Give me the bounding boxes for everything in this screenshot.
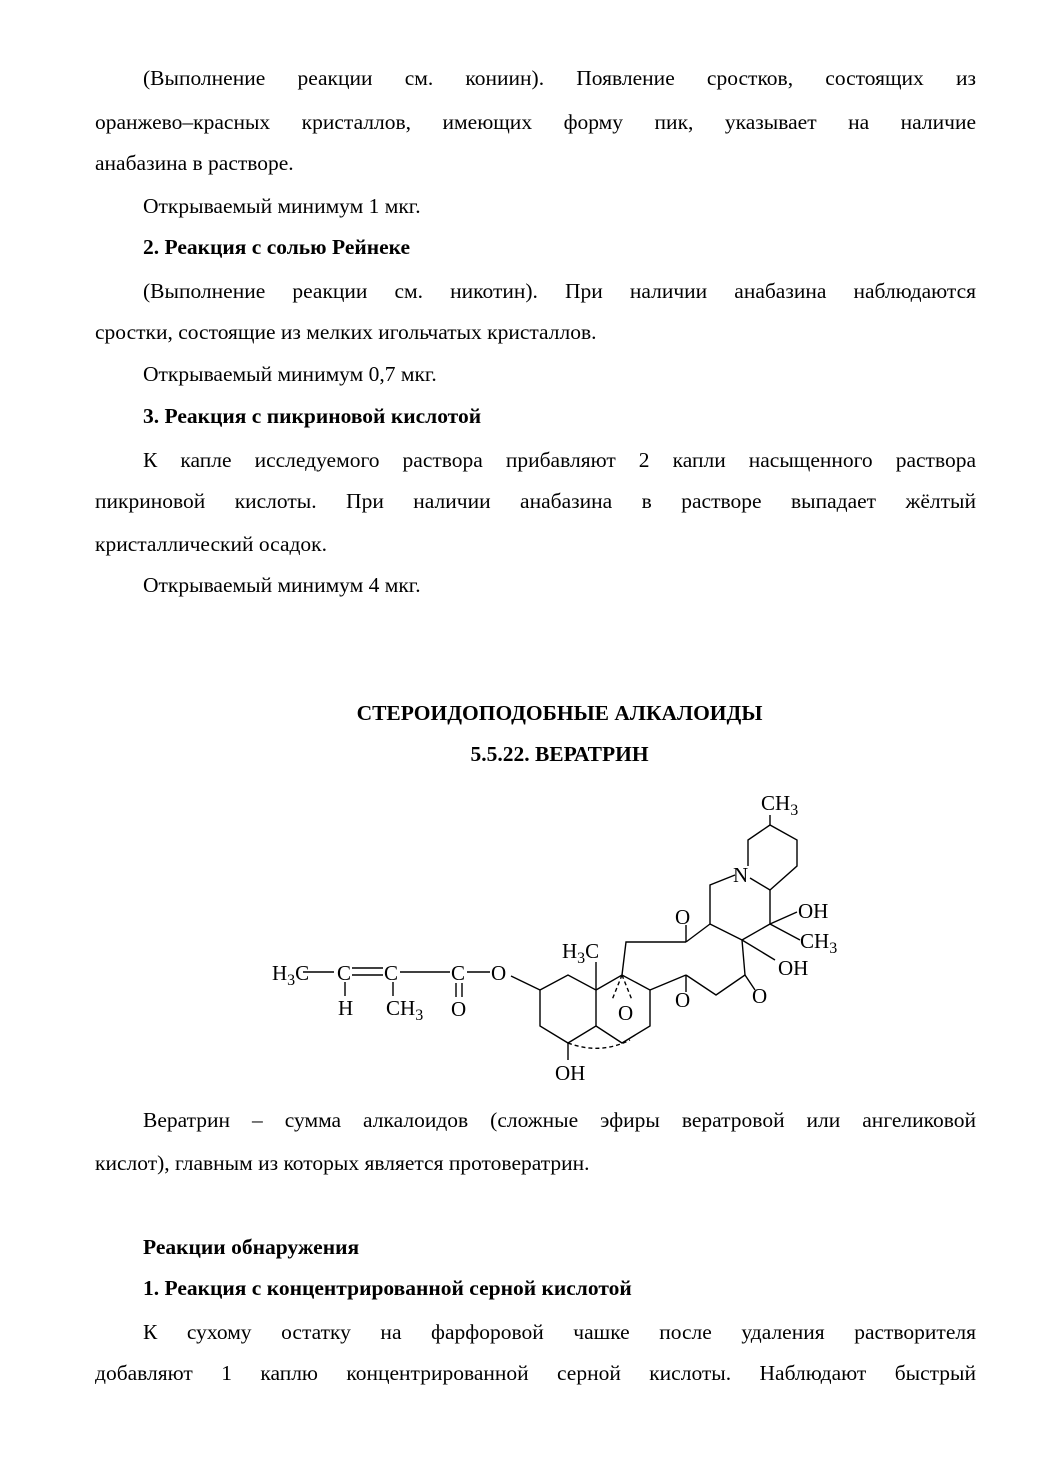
paragraph-line: кислот), главным из которых является протовератрин. [95,1151,590,1175]
h-atom: H [338,996,354,1020]
detection-minimum: Открываемый минимум 0,7 мкг. [143,362,437,386]
c-atom: C [337,961,352,985]
paragraph-line: анабазина в растворе. [95,151,294,175]
h3c-label: $H_3C$ [562,939,600,967]
section-heading: 2. Реакция с солью Рейнеке [143,235,411,259]
o-atom: O [451,997,467,1021]
paragraph-line: (Выполнение реакции см. никотин). При наличии анабазина наблюдаются [143,279,976,303]
section-heading: Реакции обнаружения [143,1235,360,1259]
o-atom: O [675,905,691,929]
section-heading: 3. Реакция с пикриновой кислотой [143,404,482,428]
paragraph-line: оранжево–красных кристаллов, имеющих форму пик, указывает на наличие [95,110,976,134]
o-atom: O [618,1001,634,1025]
o-atom: O [491,961,507,985]
section-subtitle: 5.5.22. ВЕРАТРИН [470,742,649,766]
paragraph-line: кристаллический осадок. [95,532,328,556]
c-atom: C [451,961,466,985]
ch3-label: $CH_3$ [386,996,424,1024]
paragraph-line: сростки, состоящие из мелких игольчатых кристаллов. [95,320,597,344]
oh-label: OH [555,1061,586,1085]
paragraph-line: К сухому остатку на фарфоровой чашке после удаления растворителя [143,1320,976,1344]
paragraph-line: (Выполнение реакции см. кониин). Появление сростков, состоящих из [143,66,976,90]
paragraph-line: К капле исследуемого раствора прибавляют 2 капли насыщенного раствора [143,448,976,472]
section-heading: 1. Реакция с концентрированной серной кислотой [143,1276,632,1300]
section-title: СТЕРОИДОПОДОБНЫЕ АЛКАЛОИДЫ [356,701,763,725]
paragraph-line: добавляют 1 каплю концентрированной серной кислоты. Наблюдают быстрый [95,1361,976,1385]
o-atom: O [675,988,691,1012]
veratrine-structure [260,785,860,1090]
paragraph-line: пикриновой кислоты. При наличии анабазина в растворе выпадает жёлтый [95,489,976,513]
n-atom: N [733,863,749,887]
detection-minimum: Открываемый минимум 4 мкг. [143,573,421,597]
oh-label: OH [798,899,829,923]
oh-label: OH [778,956,809,980]
o-atom: O [752,984,768,1008]
c-atom: C [384,961,399,985]
ch3-label: $CH_3$ [800,929,838,957]
detection-minimum: Открываемый минимум 1 мкг. [143,194,421,218]
paragraph-line: Вератрин – сумма алкалоидов (сложные эфиры вератровой или ангеликовой [143,1108,976,1132]
ch3-label: $CH_3$ [761,791,799,819]
h3c-label: $H_3C$ [272,961,310,989]
